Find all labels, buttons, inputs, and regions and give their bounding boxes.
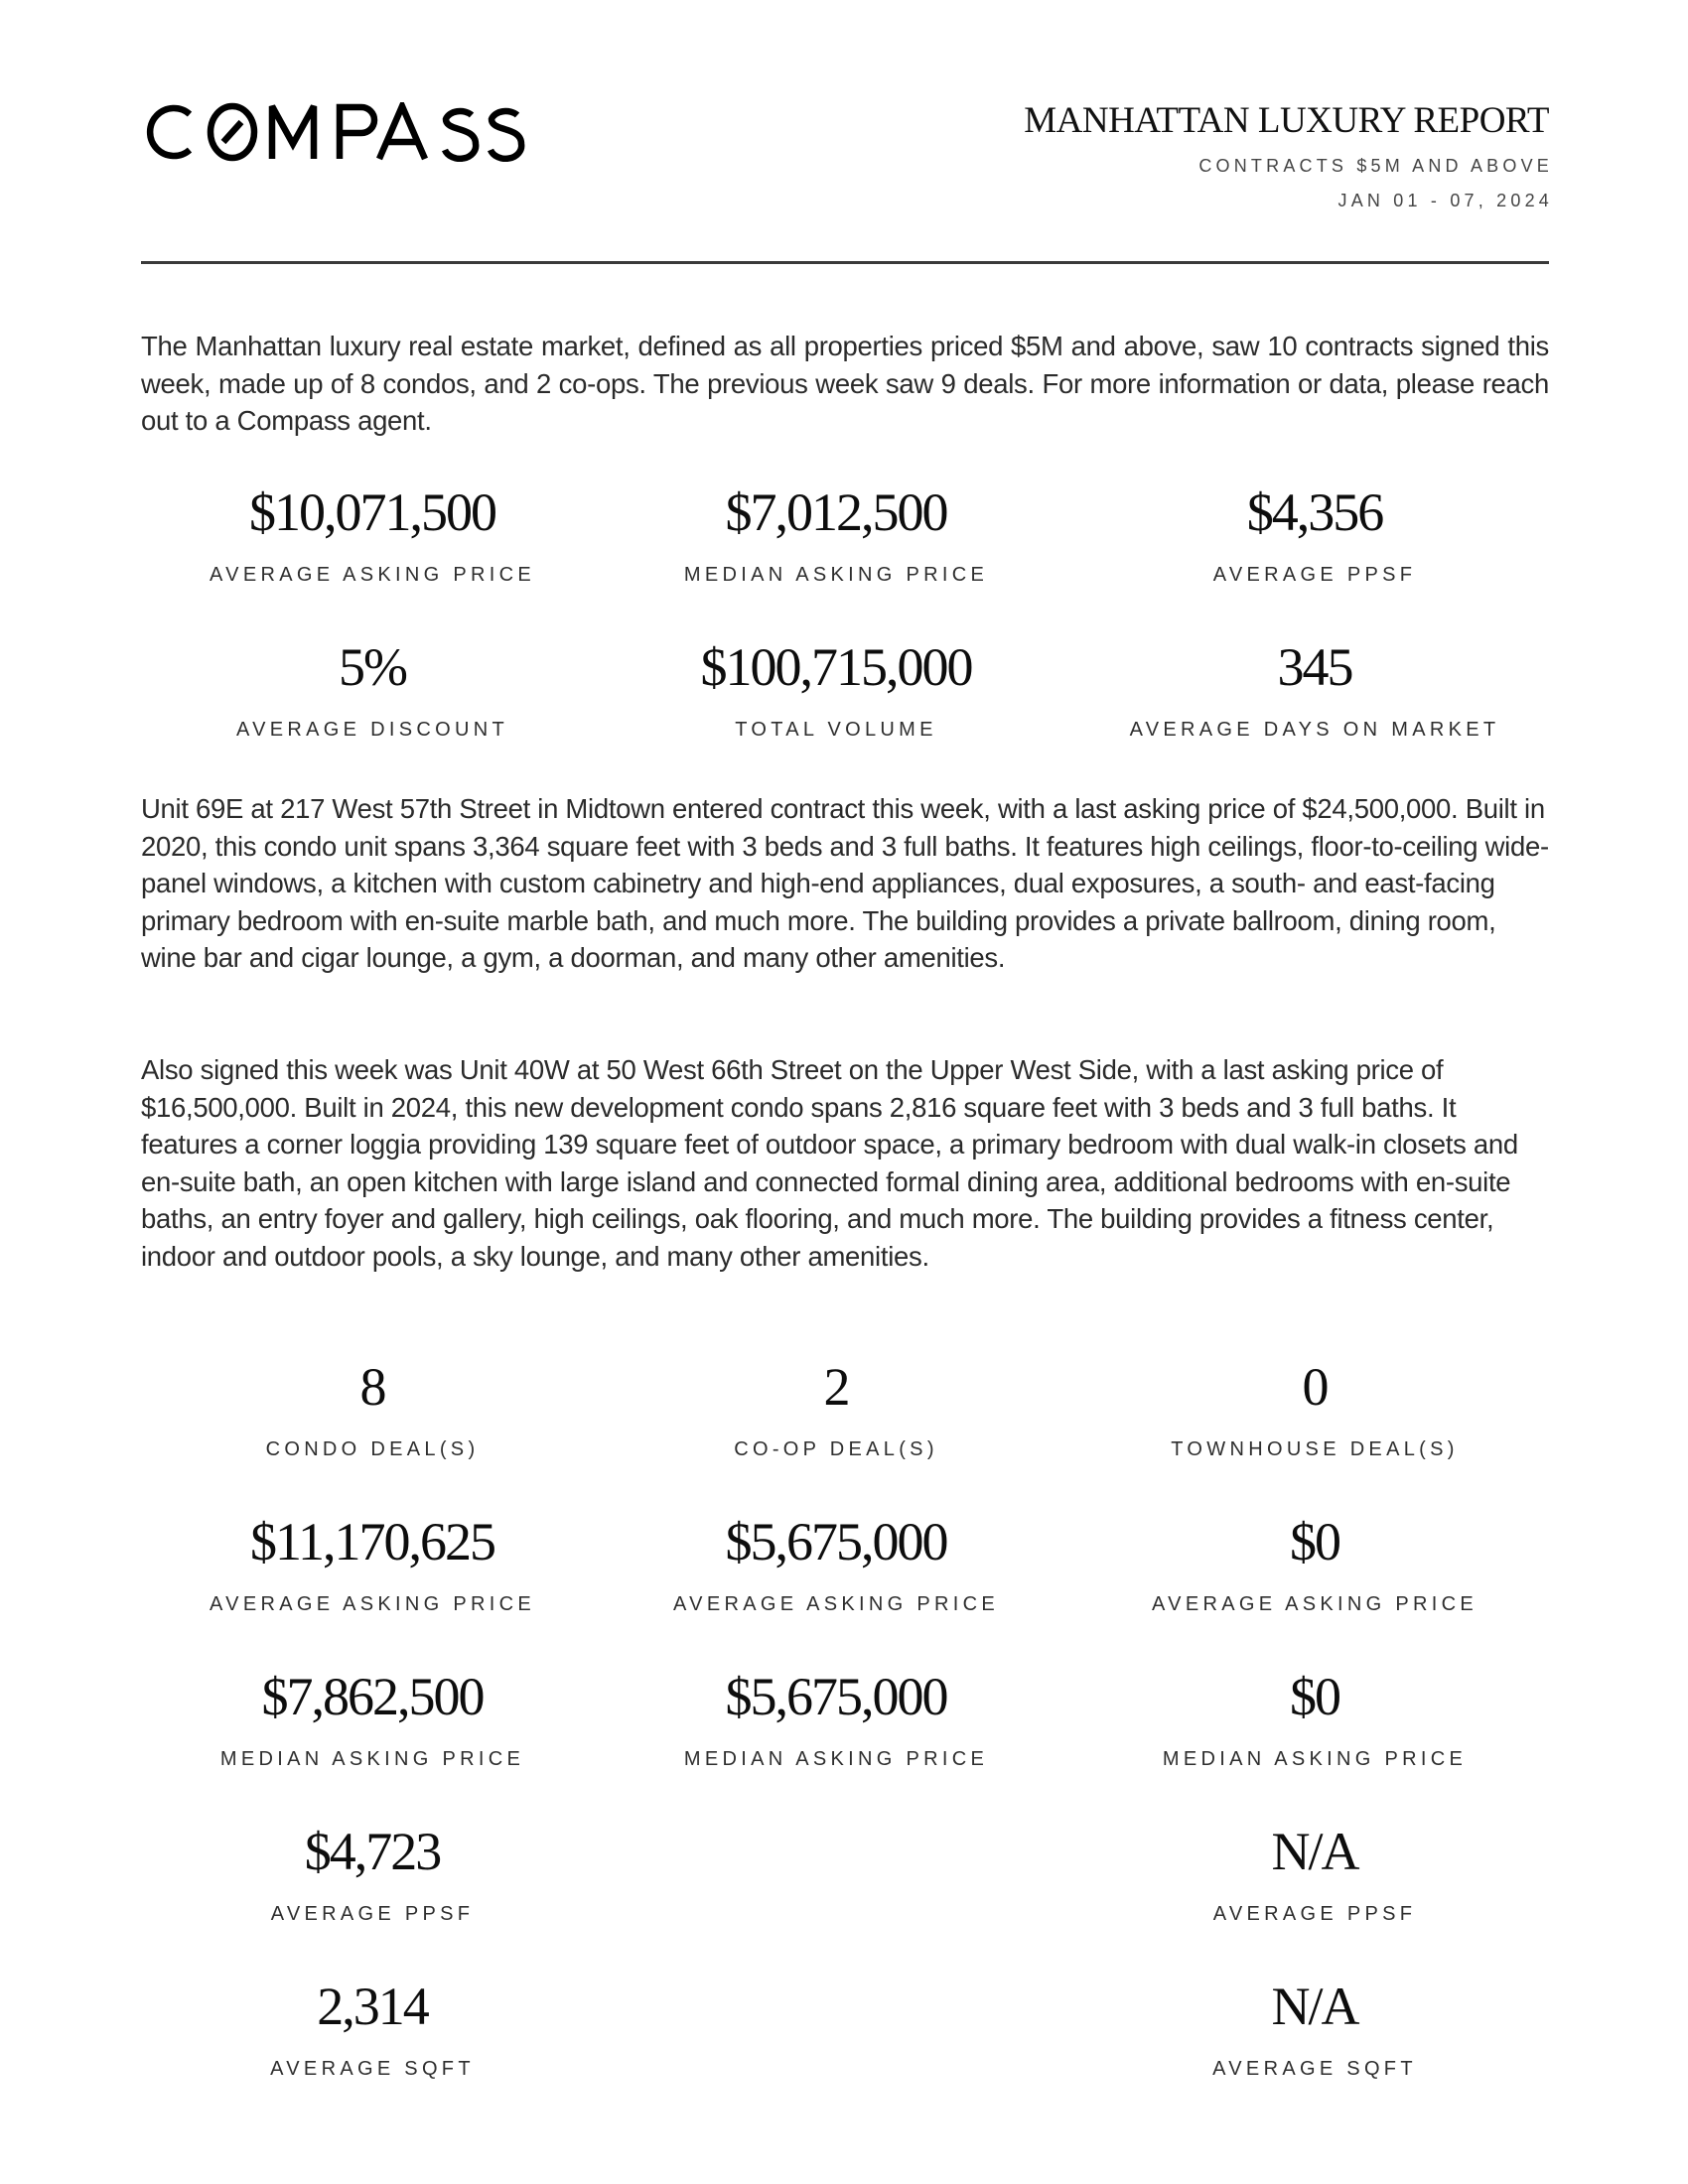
highlight-paragraph-unit-69e: Unit 69E at 217 West 57th Street in Midtown entered contract this week, with a last asking price of $24,500,000. Built in 2020, this condo unit spans 3,364 square feet with 3 beds and 3 full baths. It features high ceilings, floor-to-ceiling wide-panel windows, a kitchen with custom cabinetry and high-end appliances, dual exposures, a south- and east-facing primary bedroom with en-suite marble bath, and much more. The building provides a private ballroom, dining room, wine bar and cigar lounge, a gym, a doorman, and many other amenities. [141, 793, 1549, 974]
stat-label: AVERAGE ASKING PRICE [210, 564, 535, 586]
stat-condo-average-sqft [134, 1977, 611, 2082]
stat-value: $7,862,500 [261, 1667, 484, 1726]
stat-condo-average-ppsf [134, 1822, 611, 1927]
stat-label: CO-OP DEAL(S) [734, 1438, 938, 1460]
stat-label: AVERAGE ASKING PRICE [673, 1593, 999, 1615]
stat-value: 2,314 [317, 1977, 428, 2036]
report-header [1024, 99, 1553, 218]
stat-label: AVERAGE SQFT [1212, 2058, 1417, 2080]
stat-coop-deals [598, 1357, 1074, 1462]
stat-label: AVERAGE PPSF [270, 1903, 475, 1925]
highlight-paragraph-unit-40w: Also signed this week was Unit 40W at 50 West 66th Street on the Upper West Side, with a last asking price of $16,500,000. Built in 2024, this new development condo spans 2,816 square feet with 3 beds and 3 full baths. It features a corner loggia providing 139 square feet of outdoor space, a primary bedroom with dual walk-in closets and en-suite bath, an open kitchen with large island and connected formal dining area, additional bedrooms with en-suite baths, an entry foyer and gallery, high ceilings, oak flooring, and much more. The building provides a fitness center, indoor and outdoor pools, a sky lounge, and many other amenities. [141, 1054, 1518, 1272]
stat-label: AVERAGE DISCOUNT [235, 719, 508, 741]
stat-total-volume [598, 637, 1074, 743]
stat-label: AVERAGE DAYS ON MARKET [1129, 719, 1500, 741]
stat-label: MEDIAN ASKING PRICE [219, 1748, 525, 1770]
report-date-range: JAN 01 - 07, 2024 [1337, 191, 1553, 210]
stat-label: MEDIAN ASKING PRICE [683, 1748, 989, 1770]
stat-condo-deals [134, 1357, 611, 1462]
stat-value: N/A [1271, 1822, 1358, 1881]
stat-value: $4,723 [304, 1822, 441, 1881]
stat-label: MEDIAN ASKING PRICE [683, 564, 989, 586]
stat-label: TOTAL VOLUME [735, 719, 937, 741]
stat-value: 8 [359, 1357, 385, 1417]
stat-condo-median-asking-price [134, 1667, 611, 1772]
stat-average-days-on-market [1076, 637, 1553, 743]
stat-townhouse-median-asking-price [1076, 1667, 1553, 1772]
stat-value: 0 [1302, 1357, 1328, 1417]
report-subtitle: CONTRACTS $5M AND ABOVE [1198, 156, 1553, 176]
compass-logo [144, 102, 561, 162]
header-divider [141, 261, 1549, 264]
stat-townhouse-deals [1076, 1357, 1553, 1462]
stat-value: $7,012,500 [725, 482, 947, 542]
stat-townhouse-average-ppsf [1076, 1822, 1553, 1927]
report-title: MANHATTAN LUXURY REPORT [1024, 100, 1549, 141]
stat-value: $100,715,000 [700, 637, 972, 697]
stat-label: TOWNHOUSE DEAL(S) [1171, 1438, 1459, 1460]
stat-label: CONDO DEAL(S) [265, 1438, 480, 1460]
stat-value: $4,356 [1246, 482, 1383, 542]
stat-label: AVERAGE PPSF [1212, 564, 1417, 586]
stat-coop-average-asking-price [598, 1512, 1074, 1617]
stat-label: AVERAGE ASKING PRICE [1152, 1593, 1477, 1615]
stat-condo-average-asking-price [134, 1512, 611, 1617]
stat-average-asking-price [134, 482, 611, 588]
stat-coop-median-asking-price [598, 1667, 1074, 1772]
stat-value: 345 [1277, 637, 1352, 697]
stat-value: $0 [1290, 1667, 1339, 1726]
stat-value: 5% [339, 637, 406, 697]
stat-label: MEDIAN ASKING PRICE [1162, 1748, 1468, 1770]
stat-label: AVERAGE SQFT [270, 2058, 475, 2080]
stat-median-asking-price [598, 482, 1074, 588]
intro-paragraph: The Manhattan luxury real estate market, defined as all properties priced $5M and above, saw 10 contracts signed this week, made up of 8 condos, and 2 co-ops. The previous week saw 9 deals. For more information or data, please reach out to a Compass agent. [141, 331, 1549, 437]
stat-townhouse-average-asking-price [1076, 1512, 1553, 1617]
stat-value: $5,675,000 [725, 1512, 947, 1571]
stat-average-discount [134, 637, 611, 743]
stat-townhouse-average-sqft [1076, 1977, 1553, 2082]
stat-value: N/A [1271, 1977, 1358, 2036]
stat-average-ppsf [1076, 482, 1553, 588]
stat-value: 2 [823, 1357, 849, 1417]
stat-label: AVERAGE ASKING PRICE [210, 1593, 535, 1615]
stat-value: $11,170,625 [250, 1512, 494, 1571]
compass-logo-icon [144, 102, 561, 162]
stat-value: $10,071,500 [249, 482, 495, 542]
stat-value: $5,675,000 [725, 1667, 947, 1726]
stat-label: AVERAGE PPSF [1212, 1903, 1417, 1925]
stat-value: $0 [1290, 1512, 1339, 1571]
